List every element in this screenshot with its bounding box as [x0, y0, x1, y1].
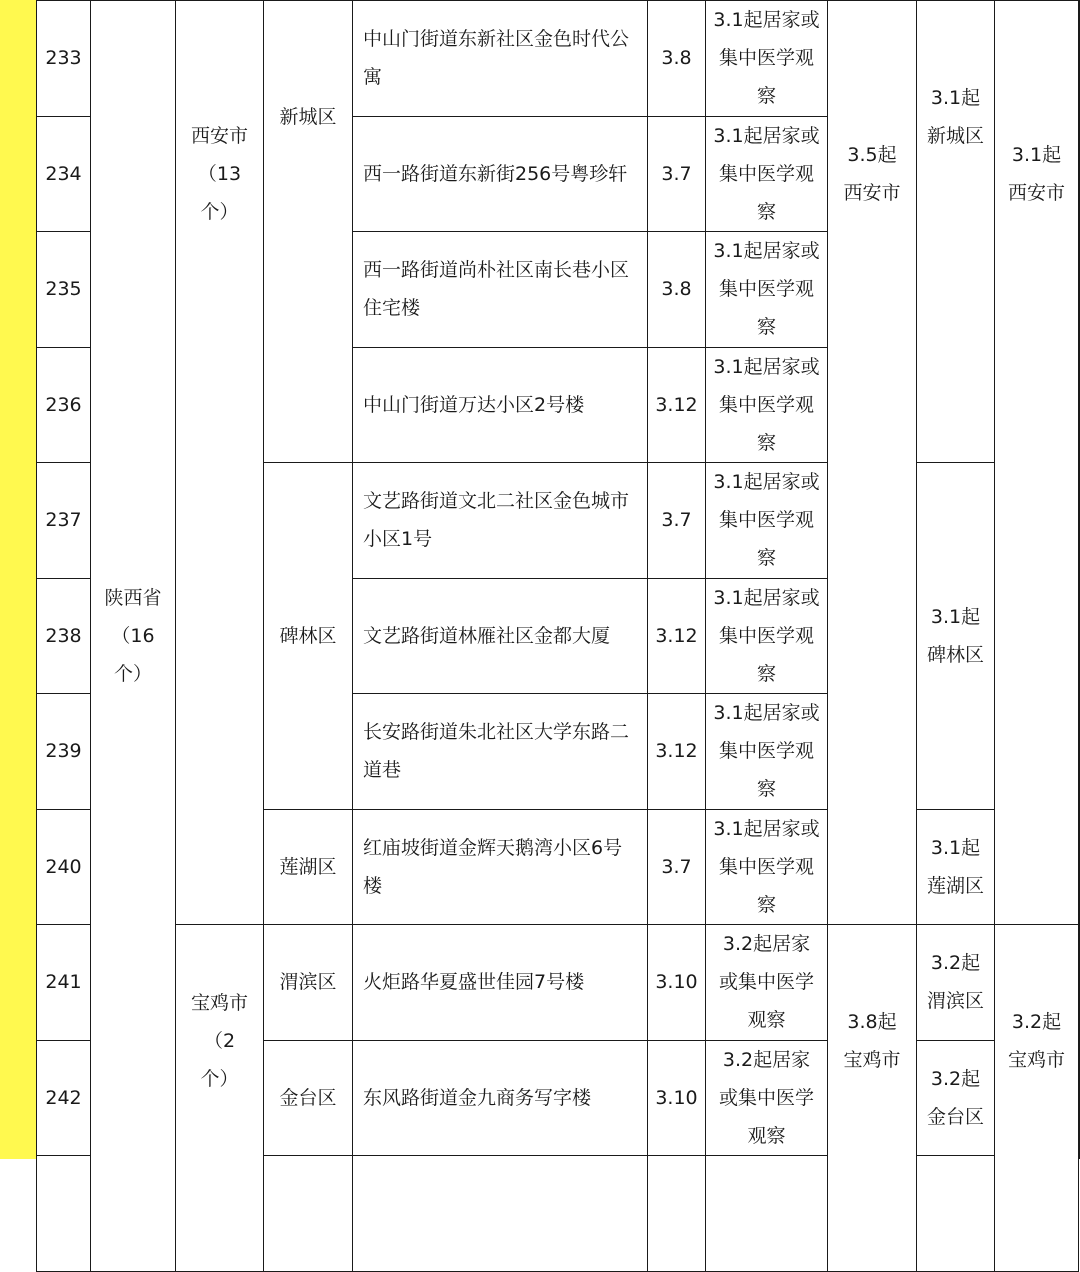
- location-cell: [353, 347, 648, 463]
- measure-line: 察: [756, 547, 776, 570]
- yellow-side-strip: [0, 0, 36, 1159]
- measure-line: 察: [756, 431, 776, 454]
- measure-cell: [706, 463, 828, 579]
- district-start-line: 3.1起: [930, 836, 981, 859]
- location-line: 楼: [363, 874, 383, 897]
- district-cell-lianhu: [264, 809, 353, 925]
- date-cell: 3.12: [648, 694, 706, 810]
- district-start-line: 3.2起: [930, 1067, 981, 1090]
- measure-line: 或集中医学: [718, 971, 814, 994]
- province-cell: [91, 1, 176, 1272]
- city-end-line: 西安市: [1007, 182, 1065, 204]
- province-name: 陕西省: [104, 586, 162, 609]
- city-start-cell-baoji: [828, 925, 917, 1272]
- measure-line: 集中医学观: [718, 740, 814, 763]
- row-number: 238: [37, 578, 91, 694]
- measure-cell: [706, 116, 828, 232]
- measure-cell: [706, 578, 828, 694]
- district-start-cell-lianhu: [917, 809, 995, 925]
- district-start-line: 3.1起: [930, 605, 981, 628]
- district-cell-xincheng: [264, 1, 353, 463]
- district-cell-weibin: [264, 925, 353, 1041]
- location-line: 小区1号: [363, 528, 433, 551]
- measure-line: 集中医学观: [718, 624, 814, 647]
- location-line: 住宅楼: [363, 297, 421, 320]
- city-end-line: 3.1起: [1011, 144, 1062, 166]
- district-name: 渭滨区: [279, 971, 337, 994]
- location-line: 长安路街道朱北社区大学东路二: [363, 721, 630, 744]
- measure-line: 察: [756, 200, 776, 223]
- city-unit: 个）: [200, 201, 239, 223]
- row-number: 235: [37, 232, 91, 348]
- measure-line: 3.1起居家或: [713, 124, 820, 147]
- location-line: 红庙坡街道金辉天鹅湾小区6号: [363, 836, 623, 859]
- table-row: [37, 1, 1079, 117]
- city-name: 西安市: [190, 125, 248, 147]
- location-line: 中山门街道东新社区金色时代公: [363, 28, 630, 51]
- date-cell: 3.10: [648, 925, 706, 1041]
- measure-cell: [706, 347, 828, 463]
- location-cell: [353, 694, 648, 810]
- city-count: （2: [203, 1030, 236, 1052]
- date-cell: 3.8: [648, 232, 706, 348]
- district-start-cell-weibin: [917, 925, 995, 1041]
- measure-line: 3.1起居家或: [713, 817, 820, 840]
- district-start-cell: [917, 1156, 995, 1272]
- district-start-line: 渭滨区: [926, 990, 984, 1013]
- city-start-line: 3.5起: [847, 144, 897, 166]
- measure-line: 3.1起居家或: [713, 702, 820, 725]
- measure-line: 集中医学观: [718, 278, 814, 301]
- measure-line: 3.2起居家: [722, 1048, 811, 1071]
- measure-line: 察: [756, 662, 776, 685]
- location-line: 文艺路街道林雁社区金都大厦: [363, 624, 611, 647]
- city-start-cell-xian: [828, 1, 917, 925]
- location-line: 火炬路华夏盛世佳园7号楼: [363, 971, 585, 994]
- location-line: 东风路街道金九商务写字楼: [363, 1086, 592, 1109]
- district-start-line: 莲湖区: [926, 874, 984, 897]
- date-cell: 3.8: [648, 1, 706, 117]
- city-end-line: 宝鸡市: [1007, 1049, 1065, 1071]
- measure-line: 3.1起居家或: [713, 586, 820, 609]
- measure-line: 观察: [747, 1009, 786, 1032]
- measure-cell: [706, 1, 828, 117]
- date-cell: 3.10: [648, 1040, 706, 1156]
- measure-line: 察: [756, 893, 776, 916]
- city-start-line: 3.8起: [847, 1011, 897, 1033]
- row-number: 239: [37, 694, 91, 810]
- district-name: 莲湖区: [279, 855, 337, 878]
- measure-cell: [706, 925, 828, 1041]
- measure-line: 或集中医学: [718, 1086, 814, 1109]
- row-number: [37, 1156, 91, 1272]
- measure-line: 察: [756, 778, 776, 801]
- district-start-cell-beilin: [917, 463, 995, 810]
- measure-line: 3.1起居家或: [713, 471, 820, 494]
- city-end-cell-xian: [995, 1, 1079, 925]
- district-start-cell-jintai: [917, 1040, 995, 1156]
- row-number: 242: [37, 1040, 91, 1156]
- row-number: 237: [37, 463, 91, 579]
- date-cell: 3.7: [648, 809, 706, 925]
- measure-line: 观察: [747, 1124, 786, 1147]
- location-cell: [353, 116, 648, 232]
- table-row: [37, 925, 1079, 1041]
- measure-line: 集中医学观: [718, 855, 814, 878]
- date-cell: 3.12: [648, 347, 706, 463]
- city-end-line: 3.2起: [1011, 1011, 1062, 1033]
- district-cell-jintai: [264, 1040, 353, 1156]
- measure-line: 集中医学观: [718, 393, 814, 416]
- city-start-line: 宝鸡市: [843, 1049, 901, 1071]
- location-cell: [353, 809, 648, 925]
- measure-line: 集中医学观: [718, 47, 814, 70]
- district-cell-beilin: [264, 463, 353, 810]
- measure-cell: [706, 1156, 828, 1272]
- location-cell: [353, 232, 648, 348]
- district-start-line: 碑林区: [926, 643, 984, 666]
- measure-cell: [706, 809, 828, 925]
- city-cell-baoji: [176, 925, 264, 1272]
- location-line: 西一路街道东新街256号粤珍轩: [363, 162, 628, 185]
- location-cell: [353, 925, 648, 1041]
- location-cell: [353, 1040, 648, 1156]
- province-unit: 个）: [113, 662, 152, 685]
- row-number: 241: [37, 925, 91, 1041]
- city-name: 宝鸡市: [190, 992, 248, 1014]
- row-number: 240: [37, 809, 91, 925]
- row-number: 234: [37, 116, 91, 232]
- location-cell: [353, 1, 648, 117]
- city-count: （13: [197, 163, 242, 185]
- district-start-line: 3.1起: [930, 87, 981, 109]
- district-name: 金台区: [279, 1086, 337, 1109]
- city-cell-xian: [176, 1, 264, 925]
- row-number: 233: [37, 1, 91, 117]
- location-line: 寓: [363, 66, 383, 89]
- location-line: 中山门街道万达小区2号楼: [363, 393, 585, 416]
- date-cell: [648, 1156, 706, 1272]
- district-name: 碑林区: [279, 624, 337, 647]
- row-number: 236: [37, 347, 91, 463]
- measure-cell: [706, 1040, 828, 1156]
- measure-line: 3.1起居家或: [713, 240, 820, 263]
- measure-line: 集中医学观: [718, 162, 814, 185]
- measure-line: 集中医学观: [718, 509, 814, 532]
- city-unit: 个）: [200, 1068, 239, 1090]
- date-cell: 3.7: [648, 116, 706, 232]
- district-name: 新城区: [279, 106, 337, 128]
- risk-area-table: [36, 0, 1079, 1272]
- measure-line: 3.2起居家: [722, 933, 811, 956]
- measure-line: 察: [756, 316, 776, 339]
- measure-line: 3.1起居家或: [713, 355, 820, 378]
- district-start-line: 新城区: [926, 125, 984, 147]
- location-cell: [353, 578, 648, 694]
- location-line: 西一路街道尚朴社区南长巷小区: [363, 259, 630, 282]
- district-start-cell-xincheng: [917, 1, 995, 463]
- date-cell: 3.7: [648, 463, 706, 579]
- location-cell: [353, 463, 648, 579]
- district-start-line: 3.2起: [930, 952, 981, 975]
- location-line: 道巷: [363, 759, 402, 782]
- measure-line: 3.1起居家或: [713, 9, 820, 32]
- measure-cell: [706, 694, 828, 810]
- date-cell: 3.12: [648, 578, 706, 694]
- location-cell: [353, 1156, 648, 1272]
- measure-line: 察: [756, 85, 776, 108]
- measure-cell: [706, 232, 828, 348]
- district-cell: [264, 1156, 353, 1272]
- district-start-line: 金台区: [926, 1105, 984, 1128]
- location-line: 文艺路街道文北二社区金色城市: [363, 490, 630, 513]
- city-end-cell-baoji: [995, 925, 1079, 1272]
- province-count: （16: [111, 624, 155, 647]
- city-start-line: 西安市: [843, 182, 901, 204]
